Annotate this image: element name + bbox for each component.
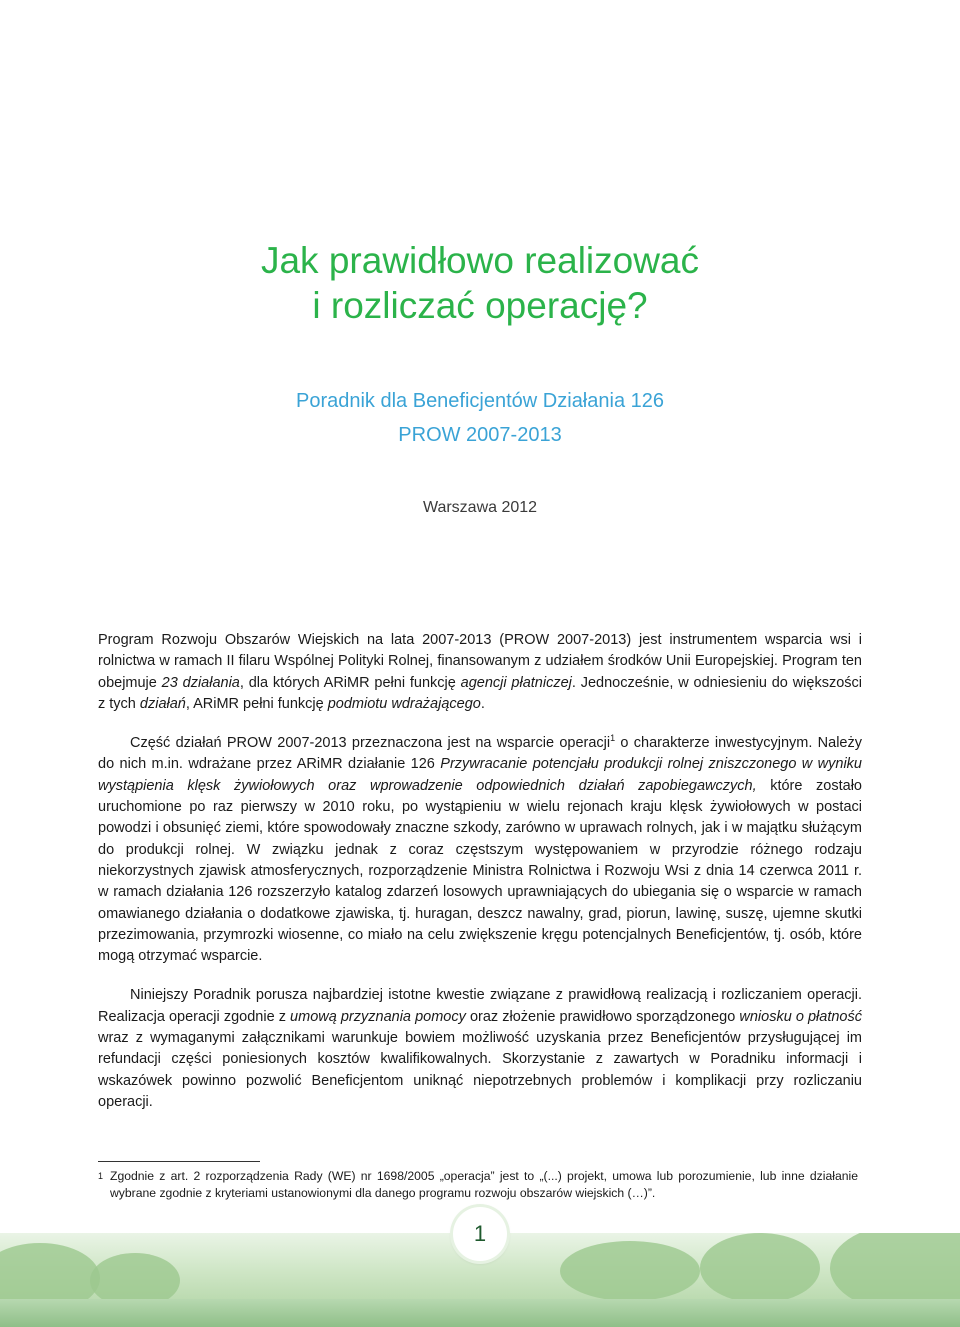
- text-run: .: [480, 695, 485, 712]
- emphasis: Przywracanie potencjału produkcji rolnej zniszczonego w wyniku wystąpienia klęsk żywiołowych oraz wprowadzenie odpowiednich działań zapobiegawczych,: [98, 756, 862, 794]
- text-run: o charakterze inwestycyjnym. Należy do nich m.in. wdrażane przez ARiMR działanie 126: [98, 735, 862, 773]
- footnote-divider: [98, 1161, 260, 1162]
- text-run: . Jednocześnie, w odniesieniu do większości z tych: [98, 674, 862, 712]
- text-run: Część działań PROW 2007-2013 przeznaczona jest na wsparcie operacji: [130, 735, 611, 752]
- paragraph-1: [98, 630, 862, 715]
- tree-shape: [700, 1233, 820, 1303]
- emphasis: agencji płatniczej: [460, 674, 572, 691]
- document-title: [0, 238, 960, 328]
- emphasis: działań: [139, 695, 186, 712]
- paragraph-3: [98, 985, 862, 1113]
- body-text: [98, 630, 862, 1113]
- text-run: wraz z wymaganymi załącznikami warunkuje bowiem możliwość uzyskania przez Beneficjentów przysługującej im refundacji części poniesionych kosztów kwalifikowalnych. Skorzystanie z zawartych w Poradniku informacji i wskazówek powinno pozwolić Beneficjentom uniknąć niepotrzebnych problemów i komplikacji przy rozliczaniu operacji.: [98, 1030, 862, 1110]
- emphasis: 23 działania: [161, 674, 240, 691]
- text-run: oraz złożenie prawidłowo sporządzonego: [465, 1008, 740, 1025]
- emphasis: podmiotu wdrażającego: [327, 695, 481, 712]
- water-surface: [0, 1299, 960, 1327]
- title-line-2: i rozliczać operację?: [312, 285, 648, 326]
- place-year: Warszawa 2012: [422, 499, 538, 516]
- footnote-ref[interactable]: 1: [610, 733, 616, 744]
- subtitle-line-2: PROW 2007-2013: [398, 424, 562, 446]
- text-run: Program Rozwoju Obszarów Wiejskich na lata 2007-2013 (PROW 2007-2013) jest instrumentem wsparcia wsi i rolnictwa w ramach II filaru Wspólnej Polityki Rolnej, finansowanym z udziałem środków Unii Europejskiej. Program ten obejmuje: [98, 632, 862, 691]
- title-line-1: Jak prawidłowo realizować: [260, 240, 700, 281]
- text-run: Niniejszy Poradnik porusza najbardziej istotne kwestie związane z prawidłową realizacją i rozliczaniem operacji. Realizacja operacji zgodnie z: [98, 987, 862, 1025]
- page-number: 1: [473, 1221, 487, 1246]
- paragraph-2: [98, 733, 862, 967]
- emphasis: wniosku o płatność: [739, 1008, 862, 1025]
- document-subtitle: [0, 384, 960, 452]
- footnote-text: Zgodnie z art. 2 rozporządzenia Rady (WE) nr 1698/2005 „operacja” jest to „(...) projekt, umowa lub porozumienie, lub inne działanie wybrane zgodnie z kryteriami ustanowionymi dla danego programu rozwoju obszarów wiejskich (…)”.: [110, 1169, 858, 1200]
- text-run: które zostało uruchomione po raz pierwszy w 2010 roku, po wystąpieniu w wielu rejonach kraju klęsk żywiołowych w postaci powodzi i obsunięć ziemi, które spowodowały znaczne szkody, zarówno w uprawach rolnych, jak i w majątku służącym do produkcji rolnej. W związku jednak z coraz częstszym występowaniem w przyrodzie różnego rodzaju niekorzystnych zjawisk atmosferycznych, rozporządzenie Ministra Rolnictwa i Rozwoju Wsi z dnia 14 czerwca 2011 r. w ramach działania 126 rozszerzyło katalog zdarzeń losowych uprawniających do ubiegania się o wsparcie w ramach omawianego działania o dodatkowe zjawiska, tj. huragan, deszcz nawalny, grad, piorun, lawinę, suszę, ujemne skutki przezimowania, przymrozki wiosenne, co miało na celu zwiększenie kręgu potencjalnych Beneficjentów, tj. osób, które mogą otrzymać wsparcie.: [98, 777, 862, 965]
- tree-shape: [560, 1241, 700, 1301]
- text-run: , ARiMR pełni funkcję: [185, 695, 328, 712]
- subtitle-line-1: Poradnik dla Beneficjentów Działania 126: [295, 390, 664, 412]
- footnote: [98, 1168, 862, 1202]
- text-run: , dla których ARiMR pełni funkcję: [239, 674, 461, 691]
- footnote-number: 1: [98, 1171, 104, 1181]
- emphasis: umową przyznania pomocy: [290, 1008, 466, 1025]
- page-number-badge: [453, 1207, 507, 1261]
